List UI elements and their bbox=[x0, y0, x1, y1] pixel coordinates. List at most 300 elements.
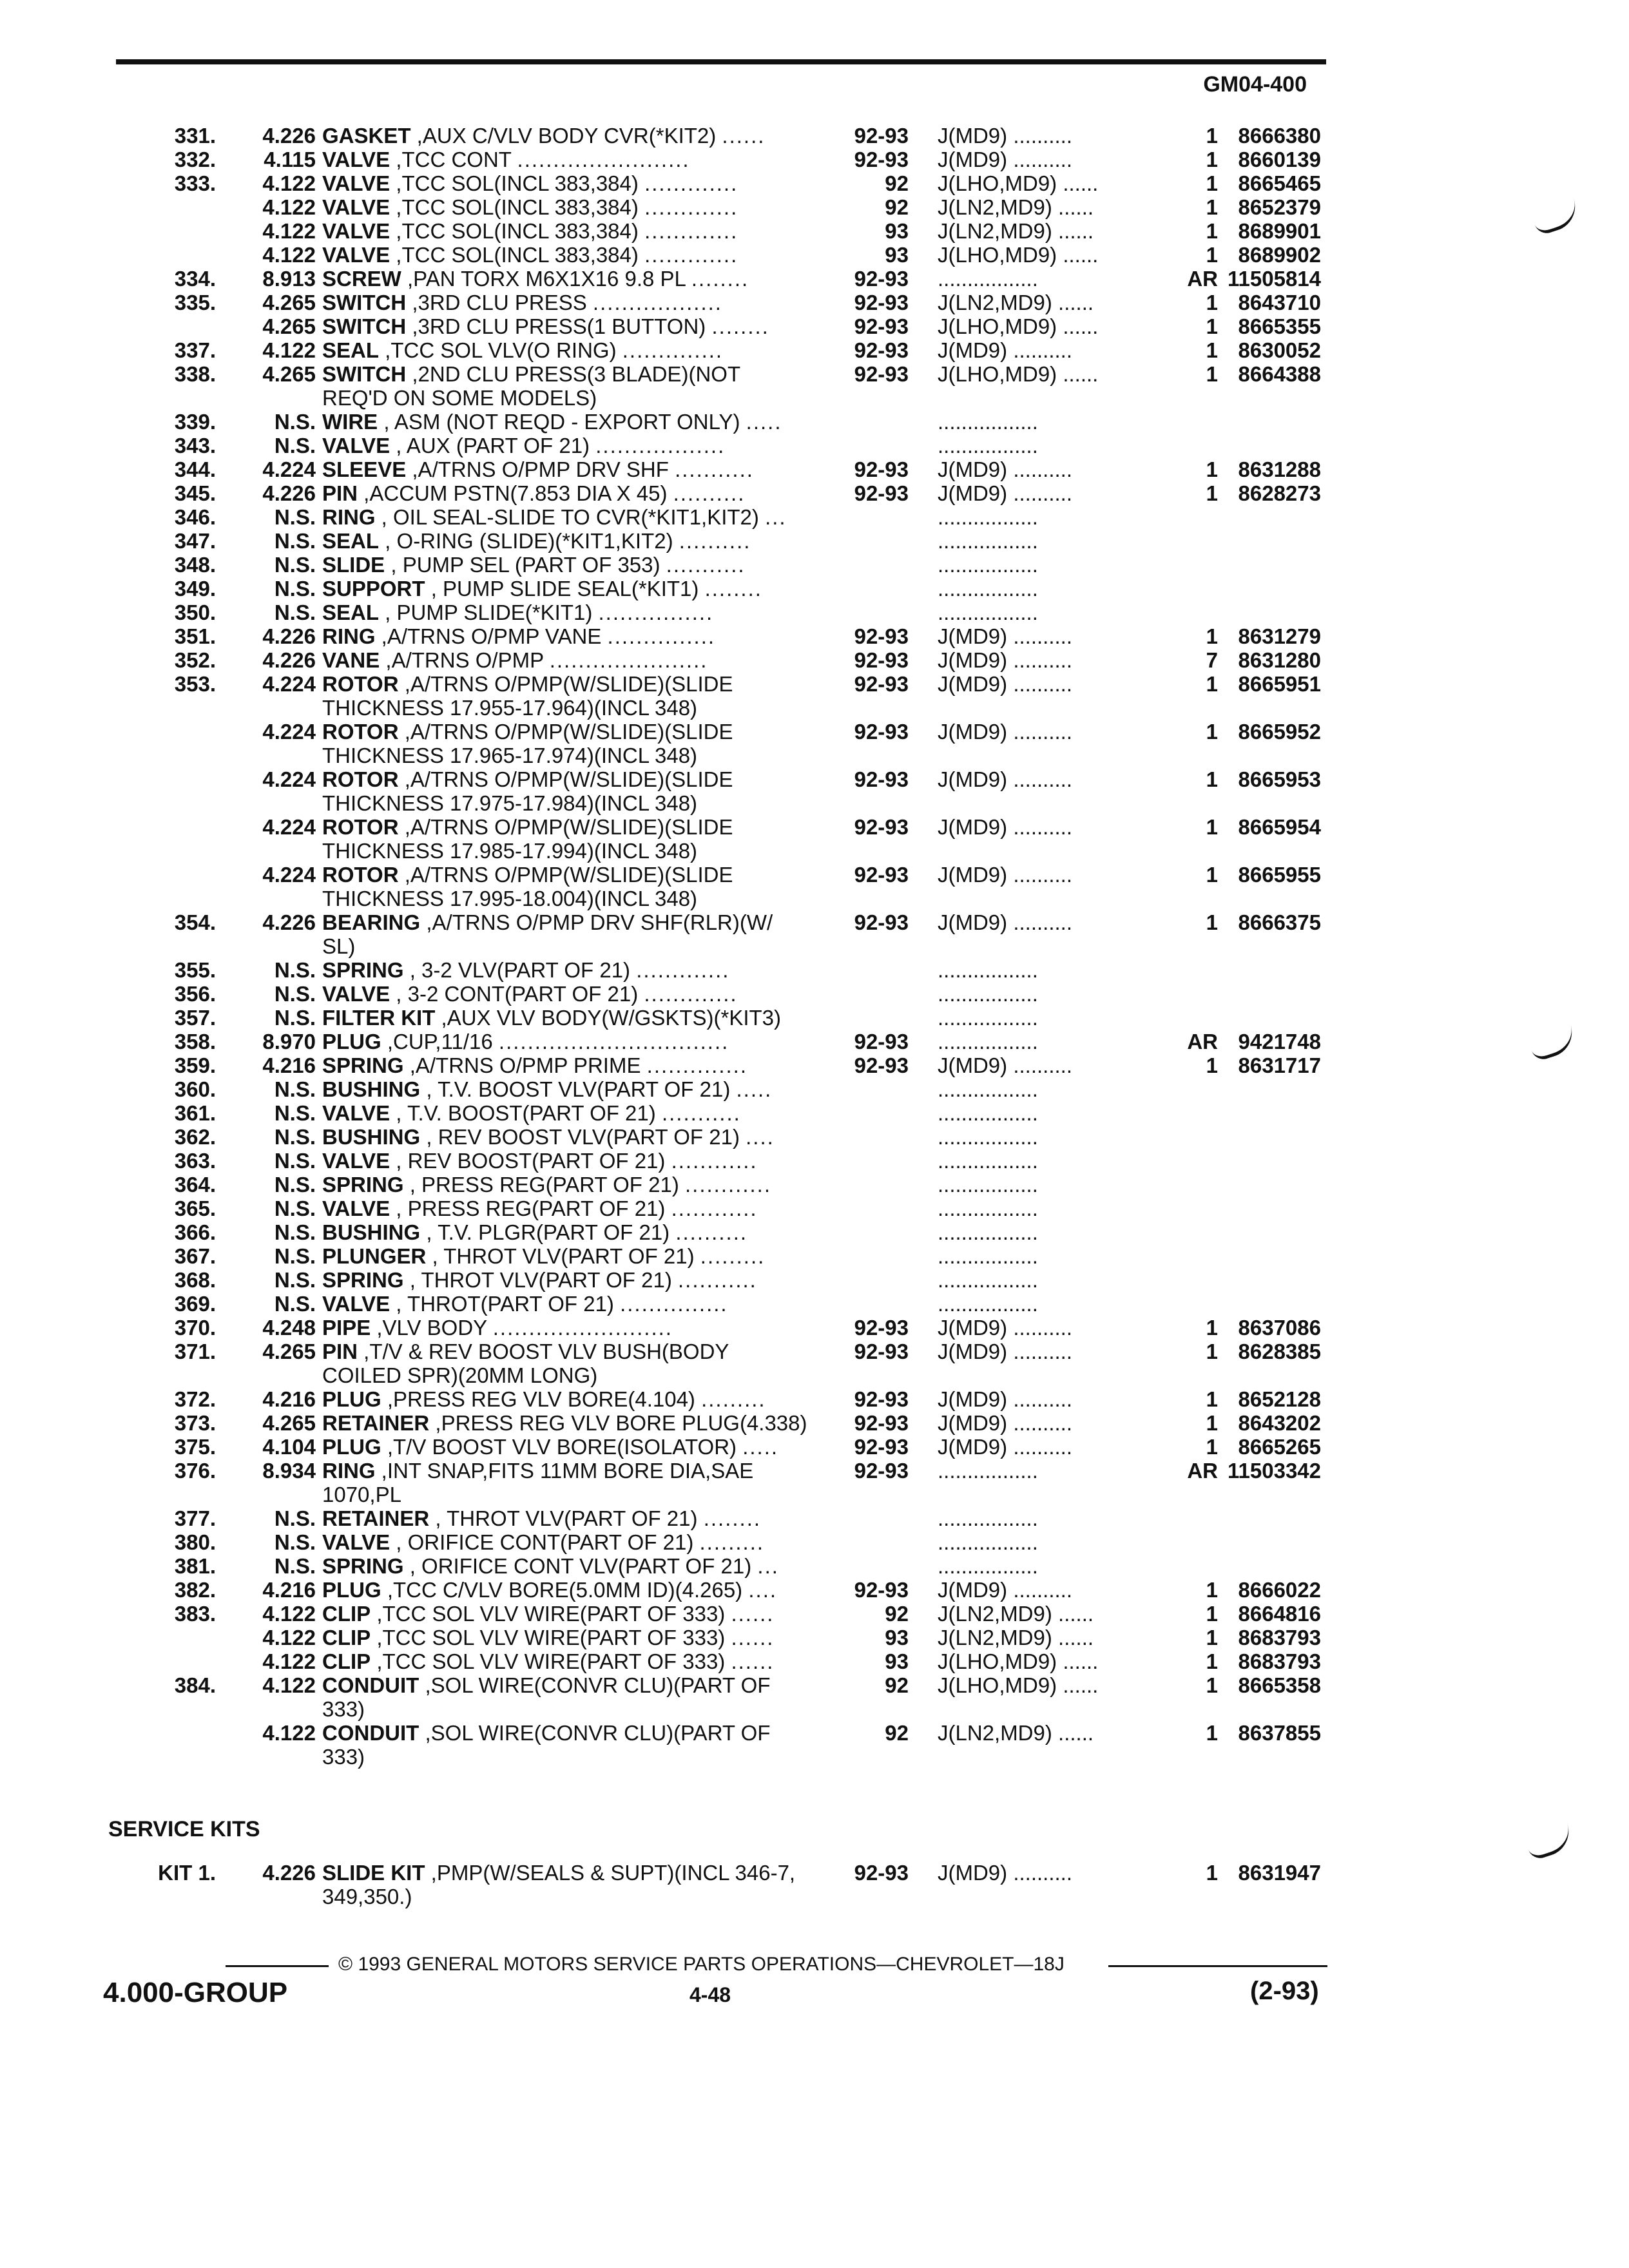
part-row bbox=[103, 1268, 1327, 1292]
group-number: N.S. bbox=[274, 601, 316, 624]
model-code: J(MD9) .......... bbox=[938, 124, 1073, 148]
part-row bbox=[103, 648, 1327, 672]
model-year: 92-93 bbox=[854, 1578, 909, 1602]
part-detail: ,PRESS REG VLV BORE PLUG(4.338) bbox=[429, 1411, 807, 1435]
group-number: 4.122 bbox=[262, 1649, 316, 1673]
part-number: 8666375 bbox=[1238, 910, 1321, 934]
part-description bbox=[322, 1149, 876, 1173]
part-detail-continued: 1070,PL bbox=[322, 1483, 401, 1506]
group-number: N.S. bbox=[274, 1196, 316, 1220]
part-description bbox=[322, 1125, 876, 1149]
part-number: 8689901 bbox=[1238, 219, 1321, 243]
part-detail: , PUMP SLIDE SEAL(*KIT1) bbox=[425, 577, 699, 601]
leader-dots: ..... bbox=[746, 410, 782, 434]
item-number: 365. bbox=[174, 1196, 216, 1220]
model-code: J(MD9) .......... bbox=[938, 481, 1073, 505]
part-description bbox=[322, 1196, 876, 1220]
part-detail-continued: 349,350.) bbox=[322, 1885, 412, 1908]
part-row bbox=[103, 410, 1327, 434]
part-number: 8652128 bbox=[1238, 1387, 1321, 1411]
group-number: 4.226 bbox=[262, 124, 316, 148]
part-detail: ,PAN TORX M6X1X16 9.8 PL bbox=[401, 267, 686, 291]
item-number: 373. bbox=[174, 1411, 216, 1435]
part-number: 8630052 bbox=[1238, 338, 1321, 362]
model-code: J(MD9) .......... bbox=[938, 1053, 1073, 1077]
group-number: 4.265 bbox=[262, 1340, 316, 1363]
part-name: BUSHING bbox=[322, 1077, 421, 1101]
model-code: J(MD9) .......... bbox=[938, 457, 1073, 481]
model-code: J(LN2,MD9) ...... bbox=[938, 195, 1094, 219]
part-number: 8631717 bbox=[1238, 1053, 1321, 1077]
item-number: 366. bbox=[174, 1220, 216, 1244]
part-number: 8664816 bbox=[1238, 1602, 1321, 1626]
part-description bbox=[322, 1435, 876, 1459]
model-year: 92-93 bbox=[854, 767, 909, 791]
part-name: SPRING bbox=[322, 1173, 404, 1196]
part-detail: ,TCC SOL VLV(O RING) bbox=[379, 338, 617, 362]
group-number: 4.224 bbox=[262, 457, 316, 481]
part-detail: , 3-2 CONT(PART OF 21) bbox=[390, 982, 639, 1006]
part-detail: , OIL SEAL-SLIDE TO CVR(*KIT1,KIT2) bbox=[375, 505, 759, 529]
part-description bbox=[322, 982, 876, 1006]
part-row bbox=[103, 267, 1327, 291]
part-description bbox=[322, 624, 876, 648]
leader-dots: ... bbox=[757, 1554, 779, 1578]
part-name: SLIDE bbox=[322, 553, 385, 577]
model-code: J(LHO,MD9) ...... bbox=[938, 1649, 1099, 1673]
part-detail: ,TCC CONT bbox=[390, 148, 512, 171]
part-row bbox=[103, 1673, 1327, 1721]
model-code: J(LN2,MD9) ...... bbox=[938, 1602, 1094, 1626]
part-name: VALVE bbox=[322, 219, 390, 243]
part-row bbox=[103, 1578, 1327, 1602]
group-number: N.S. bbox=[274, 529, 316, 553]
leader-dots: ............... bbox=[620, 1292, 728, 1316]
model-code: ................. bbox=[938, 1292, 1038, 1316]
part-detail-continued: 333) bbox=[322, 1745, 365, 1769]
part-row bbox=[103, 1077, 1327, 1101]
model-code: ................. bbox=[938, 601, 1038, 624]
leader-dots: ..... bbox=[736, 1077, 773, 1101]
part-name: CLIP bbox=[322, 1649, 371, 1673]
item-number: 367. bbox=[174, 1244, 216, 1268]
part-name: SPRING bbox=[322, 958, 404, 982]
part-description bbox=[322, 1506, 876, 1530]
item-number: 358. bbox=[174, 1030, 216, 1053]
part-row bbox=[103, 1220, 1327, 1244]
part-description bbox=[322, 815, 876, 863]
model-code: ................. bbox=[938, 1030, 1038, 1053]
part-name: VALVE bbox=[322, 1196, 390, 1220]
part-name: VALVE bbox=[322, 1149, 390, 1173]
group-number: N.S. bbox=[274, 958, 316, 982]
part-name: PLUG bbox=[322, 1578, 381, 1602]
part-name: ROTOR bbox=[322, 767, 399, 791]
part-number: 8660139 bbox=[1238, 148, 1321, 171]
model-year: 93 bbox=[885, 1649, 909, 1673]
part-row bbox=[103, 362, 1327, 410]
model-code: ................. bbox=[938, 1125, 1038, 1149]
group-number: N.S. bbox=[274, 1077, 316, 1101]
quantity: 1 bbox=[1206, 1387, 1218, 1411]
part-description bbox=[322, 958, 876, 982]
group-number: 4.216 bbox=[262, 1387, 316, 1411]
model-year: 92-93 bbox=[854, 1340, 909, 1363]
part-description bbox=[322, 767, 876, 815]
part-detail: ,A/TRNS O/PMP bbox=[380, 648, 544, 672]
model-code: ................. bbox=[938, 1101, 1038, 1125]
model-year: 92-93 bbox=[854, 1411, 909, 1435]
model-code: J(LN2,MD9) ...... bbox=[938, 291, 1094, 314]
item-number: 344. bbox=[174, 457, 216, 481]
part-description bbox=[322, 1077, 876, 1101]
part-description bbox=[322, 672, 876, 720]
item-number: 337. bbox=[174, 338, 216, 362]
part-description bbox=[322, 863, 876, 910]
item-number: 368. bbox=[174, 1268, 216, 1292]
quantity: 1 bbox=[1206, 1602, 1218, 1626]
model-code: ................. bbox=[938, 1196, 1038, 1220]
part-number: 8665951 bbox=[1238, 672, 1321, 696]
item-number: 363. bbox=[174, 1149, 216, 1173]
part-row bbox=[103, 1649, 1327, 1673]
model-code: ................. bbox=[938, 1530, 1038, 1554]
model-year: 92-93 bbox=[854, 362, 909, 386]
part-row bbox=[103, 577, 1327, 601]
quantity: AR bbox=[1187, 1030, 1218, 1053]
group-number: N.S. bbox=[274, 982, 316, 1006]
part-detail: ,TCC SOL(INCL 383,384) bbox=[390, 243, 639, 267]
part-description bbox=[322, 481, 876, 505]
part-description bbox=[322, 1861, 876, 1908]
part-name: BEARING bbox=[322, 910, 421, 934]
model-code: J(MD9) .......... bbox=[938, 1435, 1073, 1459]
part-name: ROTOR bbox=[322, 815, 399, 839]
model-code: ................. bbox=[938, 1506, 1038, 1530]
group-number: 4.122 bbox=[262, 1626, 316, 1649]
part-detail: ,AUX C/VLV BODY CVR(*KIT2) bbox=[410, 124, 717, 148]
part-description bbox=[322, 1459, 876, 1506]
part-name: CLIP bbox=[322, 1602, 371, 1626]
group-number: 8.970 bbox=[262, 1030, 316, 1053]
part-detail: , THROT(PART OF 21) bbox=[390, 1292, 614, 1316]
group-number: N.S. bbox=[274, 1220, 316, 1244]
item-number: 382. bbox=[174, 1578, 216, 1602]
quantity: 1 bbox=[1206, 1053, 1218, 1077]
part-name: FILTER KIT bbox=[322, 1006, 436, 1030]
quantity: 1 bbox=[1206, 910, 1218, 934]
group-number: N.S. bbox=[274, 1149, 316, 1173]
page-code: GM04-400 bbox=[1203, 72, 1307, 97]
group-number: N.S. bbox=[274, 410, 316, 434]
model-year: 92-93 bbox=[854, 1435, 909, 1459]
group-number: 4.122 bbox=[262, 1721, 316, 1745]
part-name: RING bbox=[322, 624, 376, 648]
item-number: 383. bbox=[174, 1602, 216, 1626]
group-number: N.S. bbox=[274, 553, 316, 577]
part-detail: ,3RD CLU PRESS bbox=[406, 291, 587, 314]
item-number: 332. bbox=[174, 148, 216, 171]
leader-dots: ........... bbox=[661, 1101, 741, 1125]
model-code: J(MD9) .......... bbox=[938, 1861, 1073, 1885]
model-code: J(LHO,MD9) ...... bbox=[938, 171, 1099, 195]
part-row bbox=[103, 1411, 1327, 1435]
part-number: 8665953 bbox=[1238, 767, 1321, 791]
model-year: 92-93 bbox=[854, 648, 909, 672]
part-row bbox=[103, 1530, 1327, 1554]
part-description bbox=[322, 434, 876, 457]
part-description bbox=[322, 291, 876, 314]
leader-dots: ........... bbox=[666, 553, 746, 577]
part-number: 8652379 bbox=[1238, 195, 1321, 219]
item-number: 353. bbox=[174, 672, 216, 696]
part-row bbox=[103, 1435, 1327, 1459]
group-number: 4.224 bbox=[262, 672, 316, 696]
item-number: 377. bbox=[174, 1506, 216, 1530]
model-code: ................. bbox=[938, 982, 1038, 1006]
group-number: N.S. bbox=[274, 1006, 316, 1030]
item-number: 352. bbox=[174, 648, 216, 672]
part-name: ROTOR bbox=[322, 863, 399, 887]
part-description bbox=[322, 267, 876, 291]
group-number: N.S. bbox=[274, 1125, 316, 1149]
model-code: J(LN2,MD9) ...... bbox=[938, 1626, 1094, 1649]
leader-dots: ............. bbox=[636, 958, 730, 982]
quantity: 1 bbox=[1206, 195, 1218, 219]
model-year: 92-93 bbox=[854, 1387, 909, 1411]
part-description bbox=[322, 1340, 876, 1387]
part-detail: , PUMP SEL (PART OF 353) bbox=[385, 553, 660, 577]
part-detail: ,CUP,11/16 bbox=[381, 1030, 493, 1053]
leader-dots: .......... bbox=[673, 481, 746, 505]
leader-dots: ............. bbox=[644, 171, 738, 195]
part-name: PLUG bbox=[322, 1030, 381, 1053]
quantity: 1 bbox=[1206, 457, 1218, 481]
model-code: ................. bbox=[938, 958, 1038, 982]
part-detail: , THROT VLV(PART OF 21) bbox=[426, 1244, 695, 1268]
part-number: 11503342 bbox=[1228, 1459, 1322, 1483]
part-detail-continued: THICKNESS 17.985-17.994)(INCL 348) bbox=[322, 839, 698, 863]
item-number: 338. bbox=[174, 362, 216, 386]
leader-dots: ............. bbox=[644, 243, 738, 267]
group-number: 4.224 bbox=[262, 720, 316, 744]
model-code: ................. bbox=[938, 267, 1038, 291]
group-number: 4.122 bbox=[262, 338, 316, 362]
part-name: SWITCH bbox=[322, 291, 407, 314]
part-description bbox=[322, 1626, 876, 1649]
part-row bbox=[103, 195, 1327, 219]
part-detail: ,A/TRNS O/PMP(W/SLIDE)(SLIDE bbox=[398, 672, 733, 696]
part-name: SCREW bbox=[322, 267, 401, 291]
part-name: SUPPORT bbox=[322, 577, 425, 601]
group-number: 4.224 bbox=[262, 767, 316, 791]
part-number: 8665265 bbox=[1238, 1435, 1321, 1459]
group-number: 8.934 bbox=[262, 1459, 316, 1483]
model-code: ................. bbox=[938, 1149, 1038, 1173]
part-row bbox=[103, 1125, 1327, 1149]
part-row bbox=[103, 1506, 1327, 1530]
part-description bbox=[322, 148, 876, 171]
model-code: J(MD9) .......... bbox=[938, 1340, 1073, 1363]
leader-dots: ............ bbox=[671, 1149, 758, 1173]
leader-dots: ...... bbox=[731, 1602, 775, 1626]
leader-dots: ..... bbox=[742, 1435, 779, 1459]
part-number: 8665954 bbox=[1238, 815, 1321, 839]
part-row bbox=[103, 529, 1327, 553]
group-number: 4.104 bbox=[262, 1435, 316, 1459]
leader-dots: .............. bbox=[646, 1053, 748, 1077]
quantity: 1 bbox=[1206, 1340, 1218, 1363]
leader-dots: ......................... bbox=[492, 1316, 673, 1340]
part-row bbox=[103, 720, 1327, 767]
part-row bbox=[103, 1316, 1327, 1340]
part-description bbox=[322, 1554, 876, 1578]
part-detail: , O-RING (SLIDE)(*KIT1,KIT2) bbox=[379, 529, 673, 553]
item-number: 334. bbox=[174, 267, 216, 291]
part-name: VALVE bbox=[322, 1101, 390, 1125]
item-number: 339. bbox=[174, 410, 216, 434]
part-description bbox=[322, 1673, 876, 1721]
part-detail: , T.V. BOOST VLV(PART OF 21) bbox=[420, 1077, 731, 1101]
part-number: 8666022 bbox=[1238, 1578, 1321, 1602]
part-detail: , T.V. PLGR(PART OF 21) bbox=[420, 1220, 670, 1244]
part-number: 8643710 bbox=[1238, 291, 1321, 314]
item-number: 356. bbox=[174, 982, 216, 1006]
model-year: 93 bbox=[885, 1626, 909, 1649]
part-description bbox=[322, 1006, 876, 1030]
part-number: 8665355 bbox=[1238, 314, 1321, 338]
model-year: 92 bbox=[885, 1721, 909, 1745]
part-name: VALVE bbox=[322, 1530, 390, 1554]
part-row bbox=[103, 1340, 1327, 1387]
group-number: 4.122 bbox=[262, 1602, 316, 1626]
part-name: RING bbox=[322, 505, 376, 529]
part-description bbox=[322, 529, 876, 553]
part-detail: ,TCC SOL VLV WIRE(PART OF 333) bbox=[371, 1626, 726, 1649]
part-row bbox=[103, 1387, 1327, 1411]
group-number: 4.265 bbox=[262, 314, 316, 338]
part-name: PIN bbox=[322, 481, 358, 505]
item-number: 380. bbox=[174, 1530, 216, 1554]
model-code: J(LHO,MD9) ...... bbox=[938, 243, 1099, 267]
part-name: VALVE bbox=[322, 434, 390, 457]
leader-dots: ......... bbox=[700, 1244, 766, 1268]
quantity: AR bbox=[1187, 1459, 1218, 1483]
part-number: 8683793 bbox=[1238, 1626, 1321, 1649]
model-year: 92-93 bbox=[854, 267, 909, 291]
group-number: N.S. bbox=[274, 1530, 316, 1554]
part-detail: , REV BOOST(PART OF 21) bbox=[390, 1149, 666, 1173]
leader-dots: ........ bbox=[703, 1506, 762, 1530]
part-name: CONDUIT bbox=[322, 1721, 419, 1745]
part-name: CLIP bbox=[322, 1626, 371, 1649]
group-number: 4.265 bbox=[262, 291, 316, 314]
part-number: 8631288 bbox=[1238, 457, 1321, 481]
part-description bbox=[322, 1387, 876, 1411]
part-description bbox=[322, 124, 876, 148]
part-row bbox=[103, 243, 1327, 267]
leader-dots: .......... bbox=[679, 529, 751, 553]
quantity: 1 bbox=[1206, 1721, 1218, 1745]
part-detail: ,T/V & REV BOOST VLV BUSH(BODY bbox=[358, 1340, 729, 1363]
leader-dots: ........... bbox=[677, 1268, 757, 1292]
item-number: 345. bbox=[174, 481, 216, 505]
part-detail-continued: REQ'D ON SOME MODELS) bbox=[322, 386, 597, 410]
part-row bbox=[103, 291, 1327, 314]
part-description bbox=[322, 1578, 876, 1602]
item-number: 369. bbox=[174, 1292, 216, 1316]
quantity: 1 bbox=[1206, 767, 1218, 791]
part-row bbox=[103, 1101, 1327, 1125]
part-name: CONDUIT bbox=[322, 1673, 419, 1697]
part-row bbox=[103, 672, 1327, 720]
leader-dots: ........ bbox=[711, 314, 769, 338]
part-description bbox=[322, 1244, 876, 1268]
item-number: 375. bbox=[174, 1435, 216, 1459]
part-row bbox=[103, 815, 1327, 863]
part-row bbox=[103, 1626, 1327, 1649]
part-detail: ,A/TRNS O/PMP DRV SHF bbox=[406, 457, 669, 481]
part-detail-continued: 333) bbox=[322, 1697, 365, 1721]
quantity: 1 bbox=[1206, 219, 1218, 243]
quantity: 1 bbox=[1206, 624, 1218, 648]
model-year: 92 bbox=[885, 171, 909, 195]
leader-dots: ... bbox=[765, 505, 787, 529]
quantity: 1 bbox=[1206, 314, 1218, 338]
part-row bbox=[103, 1030, 1327, 1053]
quantity: 1 bbox=[1206, 362, 1218, 386]
part-description bbox=[322, 1268, 876, 1292]
group-number: 4.115 bbox=[264, 148, 316, 171]
model-year: 92-93 bbox=[854, 124, 909, 148]
quantity: 1 bbox=[1206, 148, 1218, 171]
part-detail-continued: SL) bbox=[322, 934, 356, 958]
model-code: J(MD9) .......... bbox=[938, 815, 1073, 839]
part-description bbox=[322, 1173, 876, 1196]
part-number: 8665955 bbox=[1238, 863, 1321, 887]
group-number: 4.226 bbox=[262, 910, 316, 934]
part-detail-continued: THICKNESS 17.965-17.974)(INCL 348) bbox=[322, 744, 698, 767]
model-year: 92-93 bbox=[854, 338, 909, 362]
footer-group: 4.000-GROUP bbox=[103, 1977, 288, 2008]
leader-dots: ...... bbox=[722, 124, 766, 148]
part-detail: ,TCC SOL VLV WIRE(PART OF 333) bbox=[371, 1649, 726, 1673]
leader-dots: ............. bbox=[644, 982, 738, 1006]
part-detail: , ORIFICE CONT(PART OF 21) bbox=[390, 1530, 694, 1554]
part-name: VALVE bbox=[322, 148, 390, 171]
item-number: 346. bbox=[174, 505, 216, 529]
part-detail: ,PRESS REG VLV BORE(4.104) bbox=[381, 1387, 695, 1411]
leader-dots: .................. bbox=[592, 291, 722, 314]
part-name: VALVE bbox=[322, 982, 390, 1006]
group-number: 4.226 bbox=[262, 648, 316, 672]
part-row bbox=[103, 1196, 1327, 1220]
group-number: 4.122 bbox=[262, 1673, 316, 1697]
part-name: GASKET bbox=[322, 124, 411, 148]
group-number: 8.913 bbox=[262, 267, 316, 291]
part-number: 8689902 bbox=[1238, 243, 1321, 267]
part-name: WIRE bbox=[322, 410, 378, 434]
part-number: 8631947 bbox=[1238, 1861, 1321, 1885]
footer-page-number: 4-48 bbox=[689, 1983, 731, 2006]
model-code: J(MD9) .......... bbox=[938, 1411, 1073, 1435]
part-detail: , PRESS REG(PART OF 21) bbox=[390, 1196, 666, 1220]
part-name: SPRING bbox=[322, 1554, 404, 1578]
part-number: 8628385 bbox=[1238, 1340, 1321, 1363]
model-code: J(MD9) .......... bbox=[938, 767, 1073, 791]
model-year: 92-93 bbox=[854, 1861, 909, 1885]
part-description bbox=[322, 219, 876, 243]
